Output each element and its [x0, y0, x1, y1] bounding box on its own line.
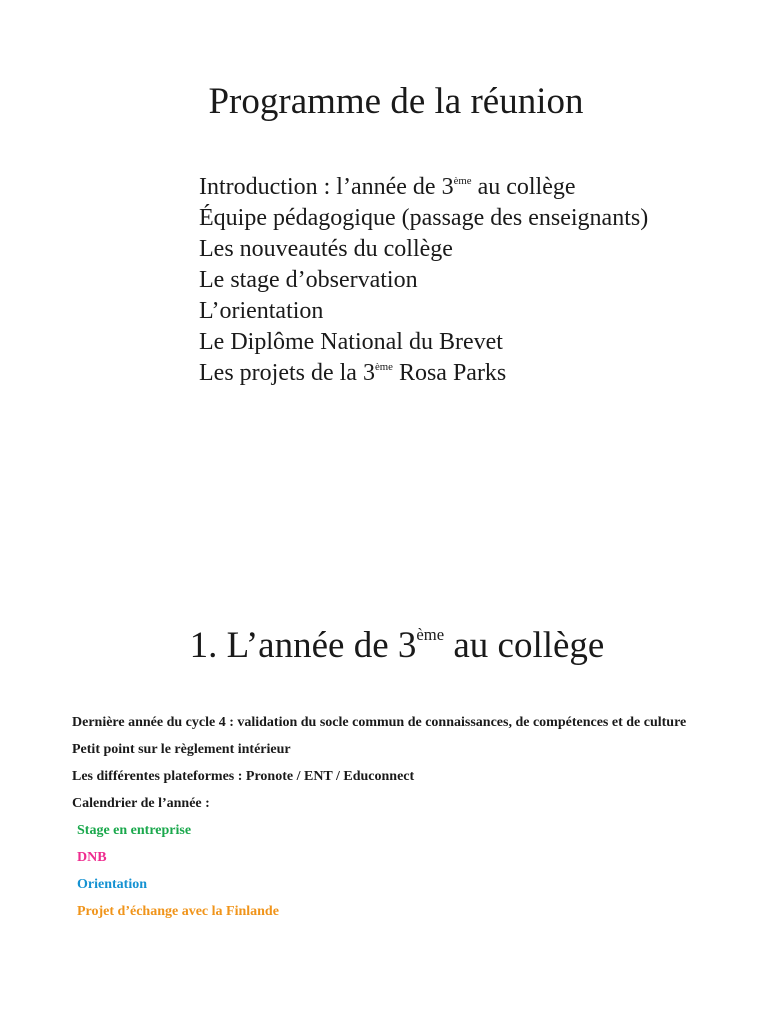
agenda-item-projets: Les projets de la 3ème Rosa Parks [199, 360, 507, 386]
superscript: ème [374, 360, 393, 373]
item-dnb: DNB [77, 850, 107, 865]
slide-annee-3eme [0, 600, 768, 1024]
item-reglement: Petit point sur le règlement intérieur [72, 742, 291, 757]
agenda-item-dnb: Le Diplôme National du Brevet [199, 329, 503, 355]
item-projet-finlande: Projet d’échange avec la Finlande [77, 904, 279, 919]
slide-programme [0, 0, 768, 470]
agenda-item-equipe: Équipe pédagogique (passage des enseignants) [199, 205, 649, 231]
item-calendrier: Calendrier de l’année : [72, 796, 210, 811]
agenda-item-orientation: L’orientation [199, 298, 324, 324]
item-cycle-4: Dernière année du cycle 4 : validation du socle commun de connaissances, de compétences et de culture [72, 715, 687, 730]
item-orientation: Orientation [77, 877, 147, 892]
superscript: ème [453, 174, 472, 187]
slide-title: Programme de la réunion [208, 81, 584, 122]
item-stage-entreprise: Stage en entreprise [77, 823, 192, 838]
agenda-list [199, 172, 648, 389]
content-list [72, 712, 752, 928]
agenda-item-nouveautes: Les nouveautés du collège [199, 236, 453, 262]
item-plateformes: Les différentes plateformes : Pronote / ENT / Educonnect [72, 769, 415, 784]
slide-title: 1. L’année de 3ème au collège [189, 624, 605, 666]
agenda-item-introduction: Introduction : l’année de 3ème au collège [199, 174, 576, 200]
agenda-item-stage: Le stage d’observation [199, 267, 418, 293]
superscript: ème [416, 624, 445, 644]
